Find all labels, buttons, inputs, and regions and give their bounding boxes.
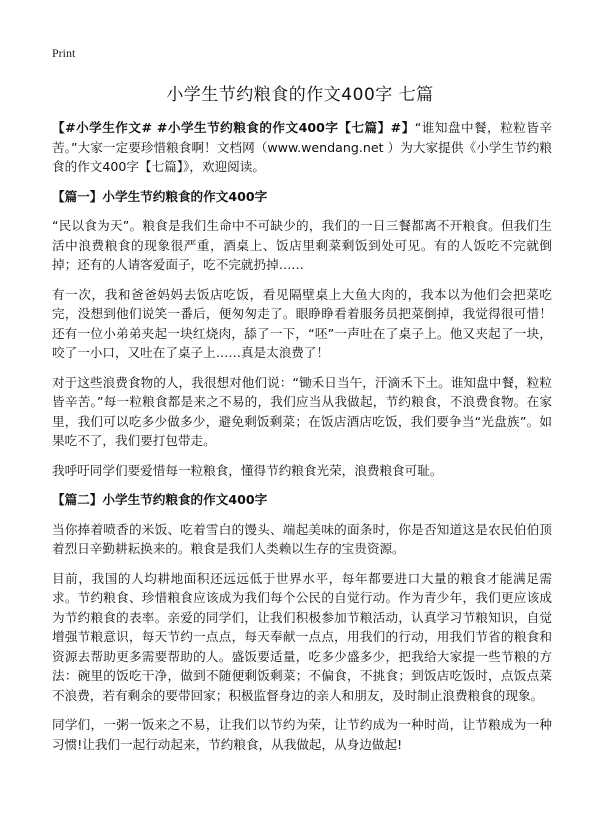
intro-paragraph [52, 118, 552, 177]
intro-tags: 【#小学生作文# #小学生节约粮食的作文400字【七篇】#】 [52, 120, 415, 135]
paragraph: 有一次，我和爸爸妈妈去饭店吃饭，看见隔壁桌上大鱼大肉的，我本以为他们会把菜吃完，没想到他们说笑一番后，便匆匆走了。眼睁睁看着服务员把菜倒掉，我觉得很可惜！还有一位小弟弟夹起一块红烧肉，舔了一下，“呸”一声吐在了桌子上。他又夹起了一块，咬了一小口，又吐在了桌子上……真是太浪费了！ [52, 286, 552, 360]
paragraph: 目前，我国的人均耕地面积还远远低于世界水平，每年都要进口大量的粮食才能满足需求。节约粮食、珍惜粮食应该成为我们每个公民的自觉行动。作为青少年，我们更应该成为节约粮食的表率。亲爱的同学们，让我们积极参加节粮活动，认真学习节粮知识，自觉增强节粮意识，每天节约一点点，每天奉献一点点，用我们的行动，用我们节省的粮食和资源去帮助更多需要帮助的人。盛饭要适量，吃多少盛多少，把我给大家提一些节粮的方法：碗里的饭吃干净，做到不随便剩饭剩菜；不偏食，不挑食；到饭店吃饭时，点饭点菜不浪费，若有剩余的要带回家；积极监督身边的亲人和朋友，及时制止浪费粮食的现象。 [52, 570, 552, 703]
paragraph: 对于这些浪费食物的人，我很想对他们说：“锄禾日当午，汗滴禾下土。谁知盘中餐，粒粒皆辛苦。”每一粒粮食都是来之不易的，我们应当从我做起，节约粮食，不浪费食物。在家里，我们可以吃多少做多少，避免剩饭剩菜；在饭店酒店吃饭，我们要争当“光盘族”。如果吃不了，我们要打包带走。 [52, 374, 552, 448]
section-heading-1: 【篇一】小学生节约粮食的作文400字 [52, 188, 268, 204]
section-heading-2: 【篇二】小学生节约粮食的作文400字 [52, 492, 268, 507]
article-title: 小学生节约粮食的作文400字 七篇 [166, 85, 434, 105]
paragraph: 我呼吁同学们要爱惜每一粒粮食，懂得节约粮食光荣，浪费粮食可耻。 [52, 462, 443, 478]
article-body [52, 118, 552, 764]
print-link[interactable]: Print [52, 46, 76, 60]
paragraph: 同学们，一粥一饭来之不易，让我们以节约为荣，让节约成为一种时尚，让节粮成为一种习惯!让我们一起行动起来，节约粮食，从我做起，从身边做起! [52, 717, 552, 752]
paragraph: 当你捧着喷香的米饭、吃着雪白的馒头、端起美味的面条时，你是否知道这是农民伯伯顶着烈日辛勤耕耘换来的。粮食是我们人类赖以生存的宝贵资源。 [52, 521, 552, 556]
intro-text: “谁知盘中餐，粒粒皆辛苦。”大家一定要珍惜粮食啊！文档网（www.wendang.net ）为大家提供《小学生节约粮食的作文400字【七篇】》，欢迎阅读。 [52, 120, 552, 174]
paragraph: “民以食为天”。粮食是我们生命中不可缺少的，我们的一日三餐都离不开粮食。但我们生活中浪费粮食的现象很严重，酒桌上、饭店里剩菜剩饭到处可见。有的人饭吃不完就倒掉；还有的人请客爱面子，吃不完就扔掉…… [52, 218, 552, 272]
